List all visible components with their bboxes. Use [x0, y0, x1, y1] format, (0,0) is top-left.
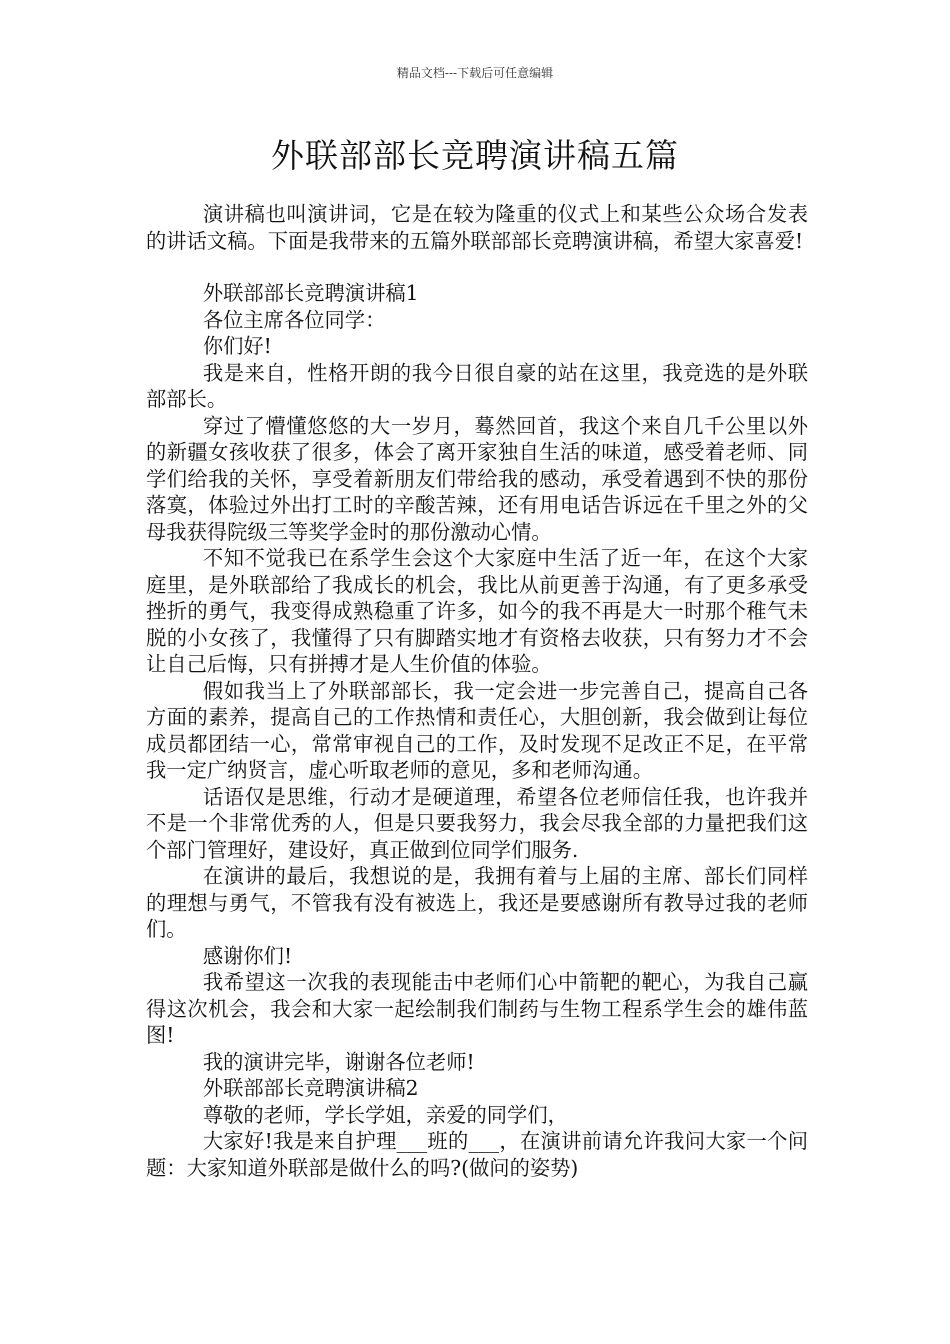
paragraph: 话语仅是思维，行动才是硬道理，希望各位老师信任我，也许我并不是一个非常优秀的人，但是只要我努力，我会尽我全部的力量把我们这个部门管理好，建设好，真正做到位同学们服务. — [146, 784, 808, 862]
paragraph: 穿过了懵懂悠悠的大一岁月，蓦然回首，我这个来自几千公里以外的新疆女孩收获了很多，体会了离开家独自生活的味道，感受着老师、同学们给我的关怀，享受着新朋友们带给我的感动，承受着遇到不快的那份落寞，体验过外出打工时的辛酸苦辣，还有用电话告诉远在千里之外的父母我获得院级三等奖学金时的那份激动心情。 — [146, 413, 808, 544]
paragraph: 在演讲的最后，我想说的是，我拥有着与上届的主席、部长们同样的理想与勇气，不管我有没有被选上，我还是要感谢所有教导过我的老师们。 — [146, 864, 808, 941]
paragraph: 假如我当上了外联部部长，我一定会进一步完善自己，提高自己各方面的素养，提高自己的工作热情和责任心，大胆创新，我会做到让每位成员都团结一心，常常审视自己的工作，及时发现不足改正不足，在平常我一定广纳贤言，虚心听取老师的意见，多和老师沟通。 — [146, 678, 808, 782]
salutation: 尊敬的老师，学长学姐，亲爱的同学们， — [202, 1102, 568, 1127]
salutation: 各位主席各位同学： — [202, 307, 386, 332]
paragraph: 感谢你们! — [202, 943, 293, 968]
paragraph: 大家好!我是来自护理___班的___，在演讲前请允许我问大家一个问题：大家知道外联部是做什么的吗?(做问的姿势) — [146, 1129, 808, 1180]
paragraph: 我希望这一次我的表现能击中老师们心中箭靶的靶心，为我自己赢得这次机会，我会和大家一起绘制我们制药与生物工程系学生会的雄伟蓝图! — [146, 970, 808, 1047]
section-heading-1: 外联部部长竞聘演讲稿1 — [202, 281, 419, 305]
paragraph: 不知不觉我已在系学生会这个大家庭中生活了近一年，在这个大家庭里，是外联部给了我成长的机会，我比从前更善于沟通，有了更多承受挫折的勇气，我变得成熟稳重了许多，如今的我不再是大一时那个稚气未脱的小女孩了，我懂得了只有脚踏实地才有资格去收获，只有努力才不会让自己后悔，只有拼搏才是人生价值的体验。 — [146, 546, 808, 676]
paragraph: 我的演讲完毕，谢谢各位老师! — [202, 1049, 475, 1074]
greeting: 你们好! — [202, 334, 272, 358]
section-heading-2: 外联部部长竞聘演讲稿2 — [202, 1076, 419, 1100]
intro-paragraph: 演讲稿也叫演讲词，它是在较为隆重的仪式上和某些公众场合发表的讲话文稿。下面是我带来的五篇外联部部长竞聘演讲稿，希望大家喜爱! — [146, 202, 808, 253]
header-note: 精品文档---下载后可任意编辑 — [396, 66, 554, 80]
document-title: 外联部部长竞聘演讲稿五篇 — [271, 136, 679, 175]
paragraph: 我是来自，性格开朗的我今日很自豪的站在这里，我竞选的是外联部部长。 — [146, 360, 808, 411]
document-body — [146, 201, 808, 1181]
